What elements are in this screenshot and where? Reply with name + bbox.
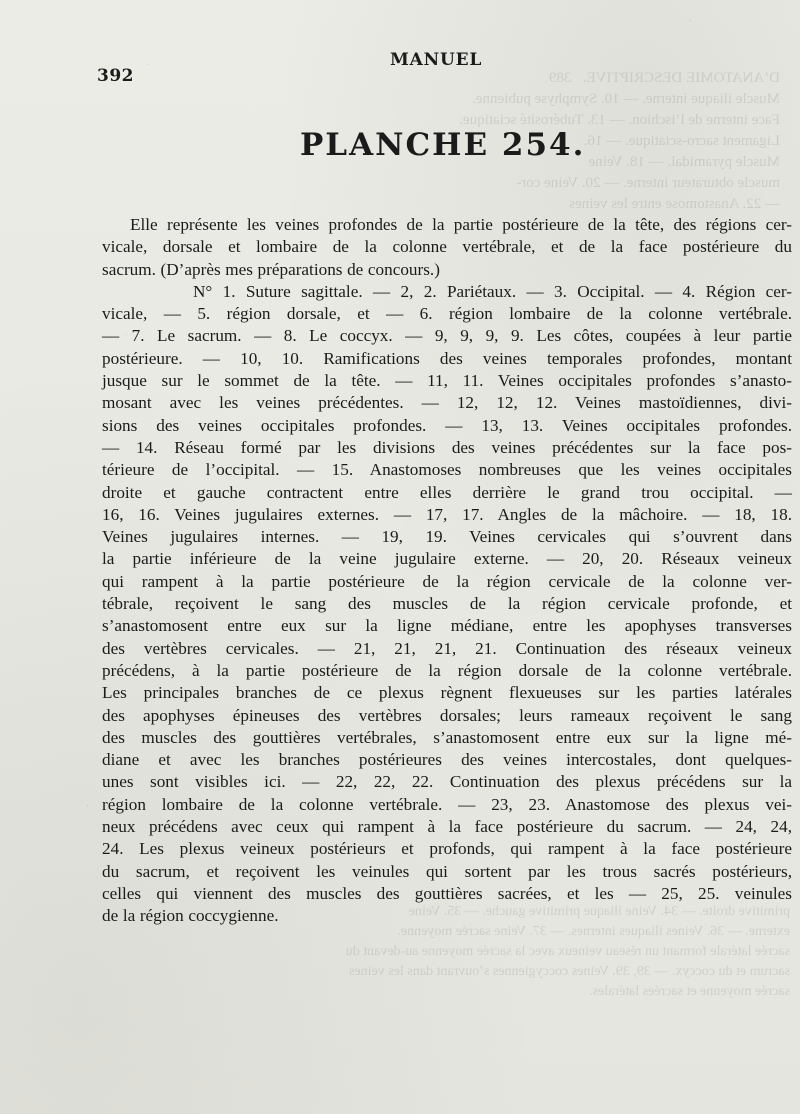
running-head: MANUEL bbox=[390, 50, 483, 70]
text-line: mosant avec les veines précédentes. — 12, 12, 12. Veines mastoïdiennes, divi- bbox=[102, 393, 792, 413]
text-line: diane et avec les branches postérieures des veines intercostales, dont quelques- bbox=[102, 750, 792, 770]
text-line: Veines jugulaires internes. — 19, 19. Veines cervicales qui s’ouvrent dans bbox=[102, 527, 792, 547]
show-through-top: D’ANATOMIE DESCRIPTIVE. 389 Muscle iliaque interne. — 10. Symphyse pubienne. Face interne de l’ischion. — 13. Tubérosité sciatique. Ligament sacro-sciatique. — 16. Muscle pyramidal. — 18. Veine muscle obturateur interne. — 20. Veine cor- — 22. Anastomose entre les veines bbox=[459, 70, 780, 212]
text-line: — 14. Réseau formé par les divisions des veines précédentes sur la face pos- bbox=[102, 437, 792, 457]
print-speck bbox=[87, 805, 88, 806]
text-line: des muscles des gouttières vertébrales, s’anastomosent entre eux sur la ligne mé- bbox=[102, 727, 792, 747]
text-line: des vertèbres cervicales. — 21, 21, 21, 21. Continuation des réseaux veineux bbox=[102, 638, 792, 658]
plate-title: PLANCHE 254. bbox=[300, 127, 586, 163]
text-line: vicale, dorsale et lombaire de la colonne vertébrale, et de la face postérieure du bbox=[102, 237, 792, 257]
text-line: 24. Les plexus veineux postérieurs et profonds, qui rampent à la face postérieure bbox=[102, 839, 792, 859]
text-line: sacrum. (D’après mes préparations de concours.) bbox=[102, 259, 440, 279]
text-line: de la région coccygienne. bbox=[102, 906, 279, 926]
text-line: la partie inférieure de la veine jugulaire externe. — 20, 20. Réseaux veineux bbox=[102, 549, 792, 569]
print-speck bbox=[122, 892, 123, 893]
page-header bbox=[0, 48, 800, 86]
text-line: vicale, — 5. région dorsale, et — 6. région lombaire de la colonne vertébrale. bbox=[102, 304, 792, 324]
text-line: Elle représente les veines profondes de la partie postérieure de la tête, des régions cer- bbox=[130, 215, 792, 234]
text-line: jusque sur le sommet de la tête. — 11, 11. Veines occipitales profondes s’anasto- bbox=[102, 371, 792, 391]
text-line: unes sont visibles ici. — 22, 22, 22. Continuation des plexus précédens sur la bbox=[102, 772, 792, 792]
page-number: 392 bbox=[97, 66, 134, 86]
text-line: neux précédens avec ceux qui rampent à la face postérieure du sacrum. — 24, 24, bbox=[102, 817, 792, 837]
text-line: précédens, à la partie postérieure de la région dorsale de la colonne vertébrale. bbox=[102, 660, 792, 680]
text-line: région lombaire de la colonne vertébrale. — 23, 23. Anastomose des plexus vei- bbox=[102, 794, 792, 814]
text-line: térieure de l’occipital. — 15. Anastomoses nombreuses que les veines occipitales bbox=[102, 460, 792, 480]
print-speck bbox=[148, 64, 149, 65]
text-line: des apophyses épineuses des vertèbres dorsales; leurs rameaux reçoivent le sang bbox=[102, 705, 792, 725]
text-line: tébrale, reçoivent le sang des muscles de la région cervicale profonde, et bbox=[102, 594, 792, 614]
text-line: qui rampent à la partie postérieure de la région cervicale de la colonne ver- bbox=[102, 571, 792, 591]
text-line: droite et gauche contractent entre elles derrière le grand trou occipital. — bbox=[102, 482, 792, 502]
print-speck bbox=[690, 20, 691, 21]
text-line: celles qui viennent des muscles des gouttières sacrées, et les — 25, 25. veinules bbox=[102, 883, 792, 903]
text-line: du sacrum, et reçoivent les veinules qui sortent par les trous sacrés postérieurs, bbox=[102, 861, 792, 881]
text-line: sions des veines occipitales profondes. — 13, 13. Veines occipitales profondes. bbox=[102, 415, 792, 435]
text-line: N° 1. Suture sagittale. — 2, 2. Pariétaux. — 3. Occipital. — 4. Région cer- bbox=[193, 281, 792, 301]
text-line: Les principales branches de ce plexus règnent flexueuses sur les parties latérales bbox=[102, 683, 792, 703]
text-line: 16, 16. Veines jugulaires externes. — 17, 17. Angles de la mâchoire. — 18, 18. bbox=[102, 504, 792, 524]
text-line: postérieure. — 10, 10. Ramifications des veines temporales profondes, montant bbox=[102, 348, 792, 368]
plate-description bbox=[102, 214, 792, 928]
print-speck bbox=[126, 334, 127, 335]
text-line: — 7. Le sacrum. — 8. Le coccyx. — 9, 9, 9, 9. Les côtes, coupées à leur partie bbox=[102, 326, 792, 346]
text-line: s’anastomosent entre eux sur la ligne médiane, entre les apophyses transverses bbox=[102, 616, 792, 636]
show-through-bottom: primitive droite. — 34. Veine iliaque primitive gauche. — 35. Veine externe. — 36. Veines iliaques internes. — 37. Veine sacrée moyenne. sacrée latérale formant un réseau veineux avec la sacrée moyenne au-devant du sacrum et du coccyx. — 39, 39. Veines coccygiennes s’ouvrant dans les veines sacrée moyenne et sacrées latérales. bbox=[345, 904, 790, 999]
